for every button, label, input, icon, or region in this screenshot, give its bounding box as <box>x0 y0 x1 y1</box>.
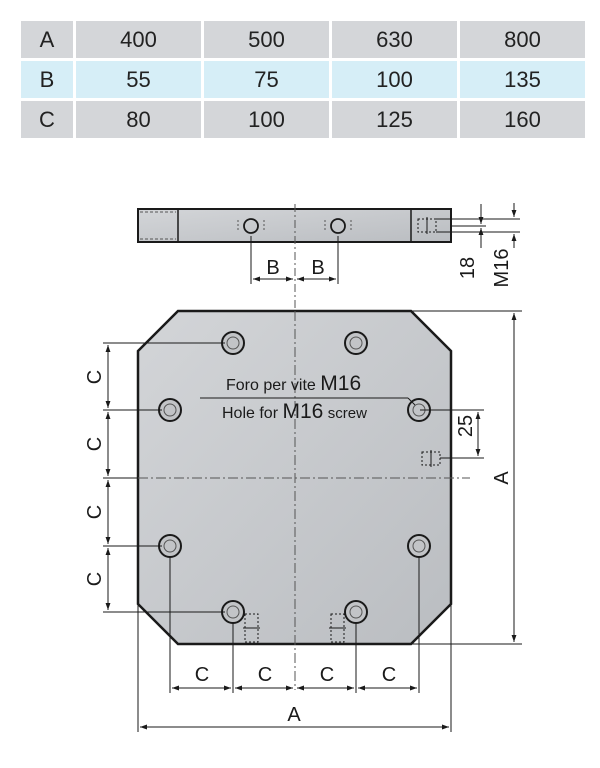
table-cell: 800 <box>460 21 585 58</box>
label-c-h4: C <box>381 664 397 686</box>
table-cell: 400 <box>76 21 201 58</box>
table-cell: 55 <box>76 61 201 98</box>
table-cell: 500 <box>204 21 329 58</box>
plate-top-view <box>120 311 470 690</box>
label-c-v4: C <box>84 571 106 587</box>
side-view <box>138 204 451 310</box>
hole <box>159 535 181 557</box>
table-cell: 100 <box>204 101 329 138</box>
table-cell: 80 <box>76 101 201 138</box>
label-a-horizontal: A <box>287 704 301 726</box>
table-cell: 630 <box>332 21 457 58</box>
hole <box>159 399 181 421</box>
label-m16: M16 <box>491 248 513 288</box>
row-key: A <box>21 21 73 58</box>
table-cell: 160 <box>460 101 585 138</box>
label-c-h1: C <box>194 664 210 686</box>
row-key: B <box>21 61 73 98</box>
hole <box>345 601 367 623</box>
label-c-h3: C <box>319 664 335 686</box>
note-english: Hole for M16 screw <box>222 400 367 423</box>
label-c-v2: C <box>84 436 106 452</box>
label-b-right: B <box>311 257 325 279</box>
hole <box>345 332 367 354</box>
table-cell: 135 <box>460 61 585 98</box>
table-cell: 100 <box>332 61 457 98</box>
label-25: 25 <box>455 414 477 438</box>
row-key: C <box>21 101 73 138</box>
label-c-h2: C <box>257 664 273 686</box>
label-b-left: B <box>266 257 280 279</box>
label-18: 18 <box>457 256 479 280</box>
hole <box>222 332 244 354</box>
note-italian: Foro per vite M16 <box>226 372 362 395</box>
label-c-v1: C <box>84 369 106 385</box>
label-c-v3: C <box>84 504 106 520</box>
table-cell: 125 <box>332 101 457 138</box>
hole <box>222 601 244 623</box>
table-cell: 75 <box>204 61 329 98</box>
hole <box>408 535 430 557</box>
label-a-vertical: A <box>491 471 513 485</box>
